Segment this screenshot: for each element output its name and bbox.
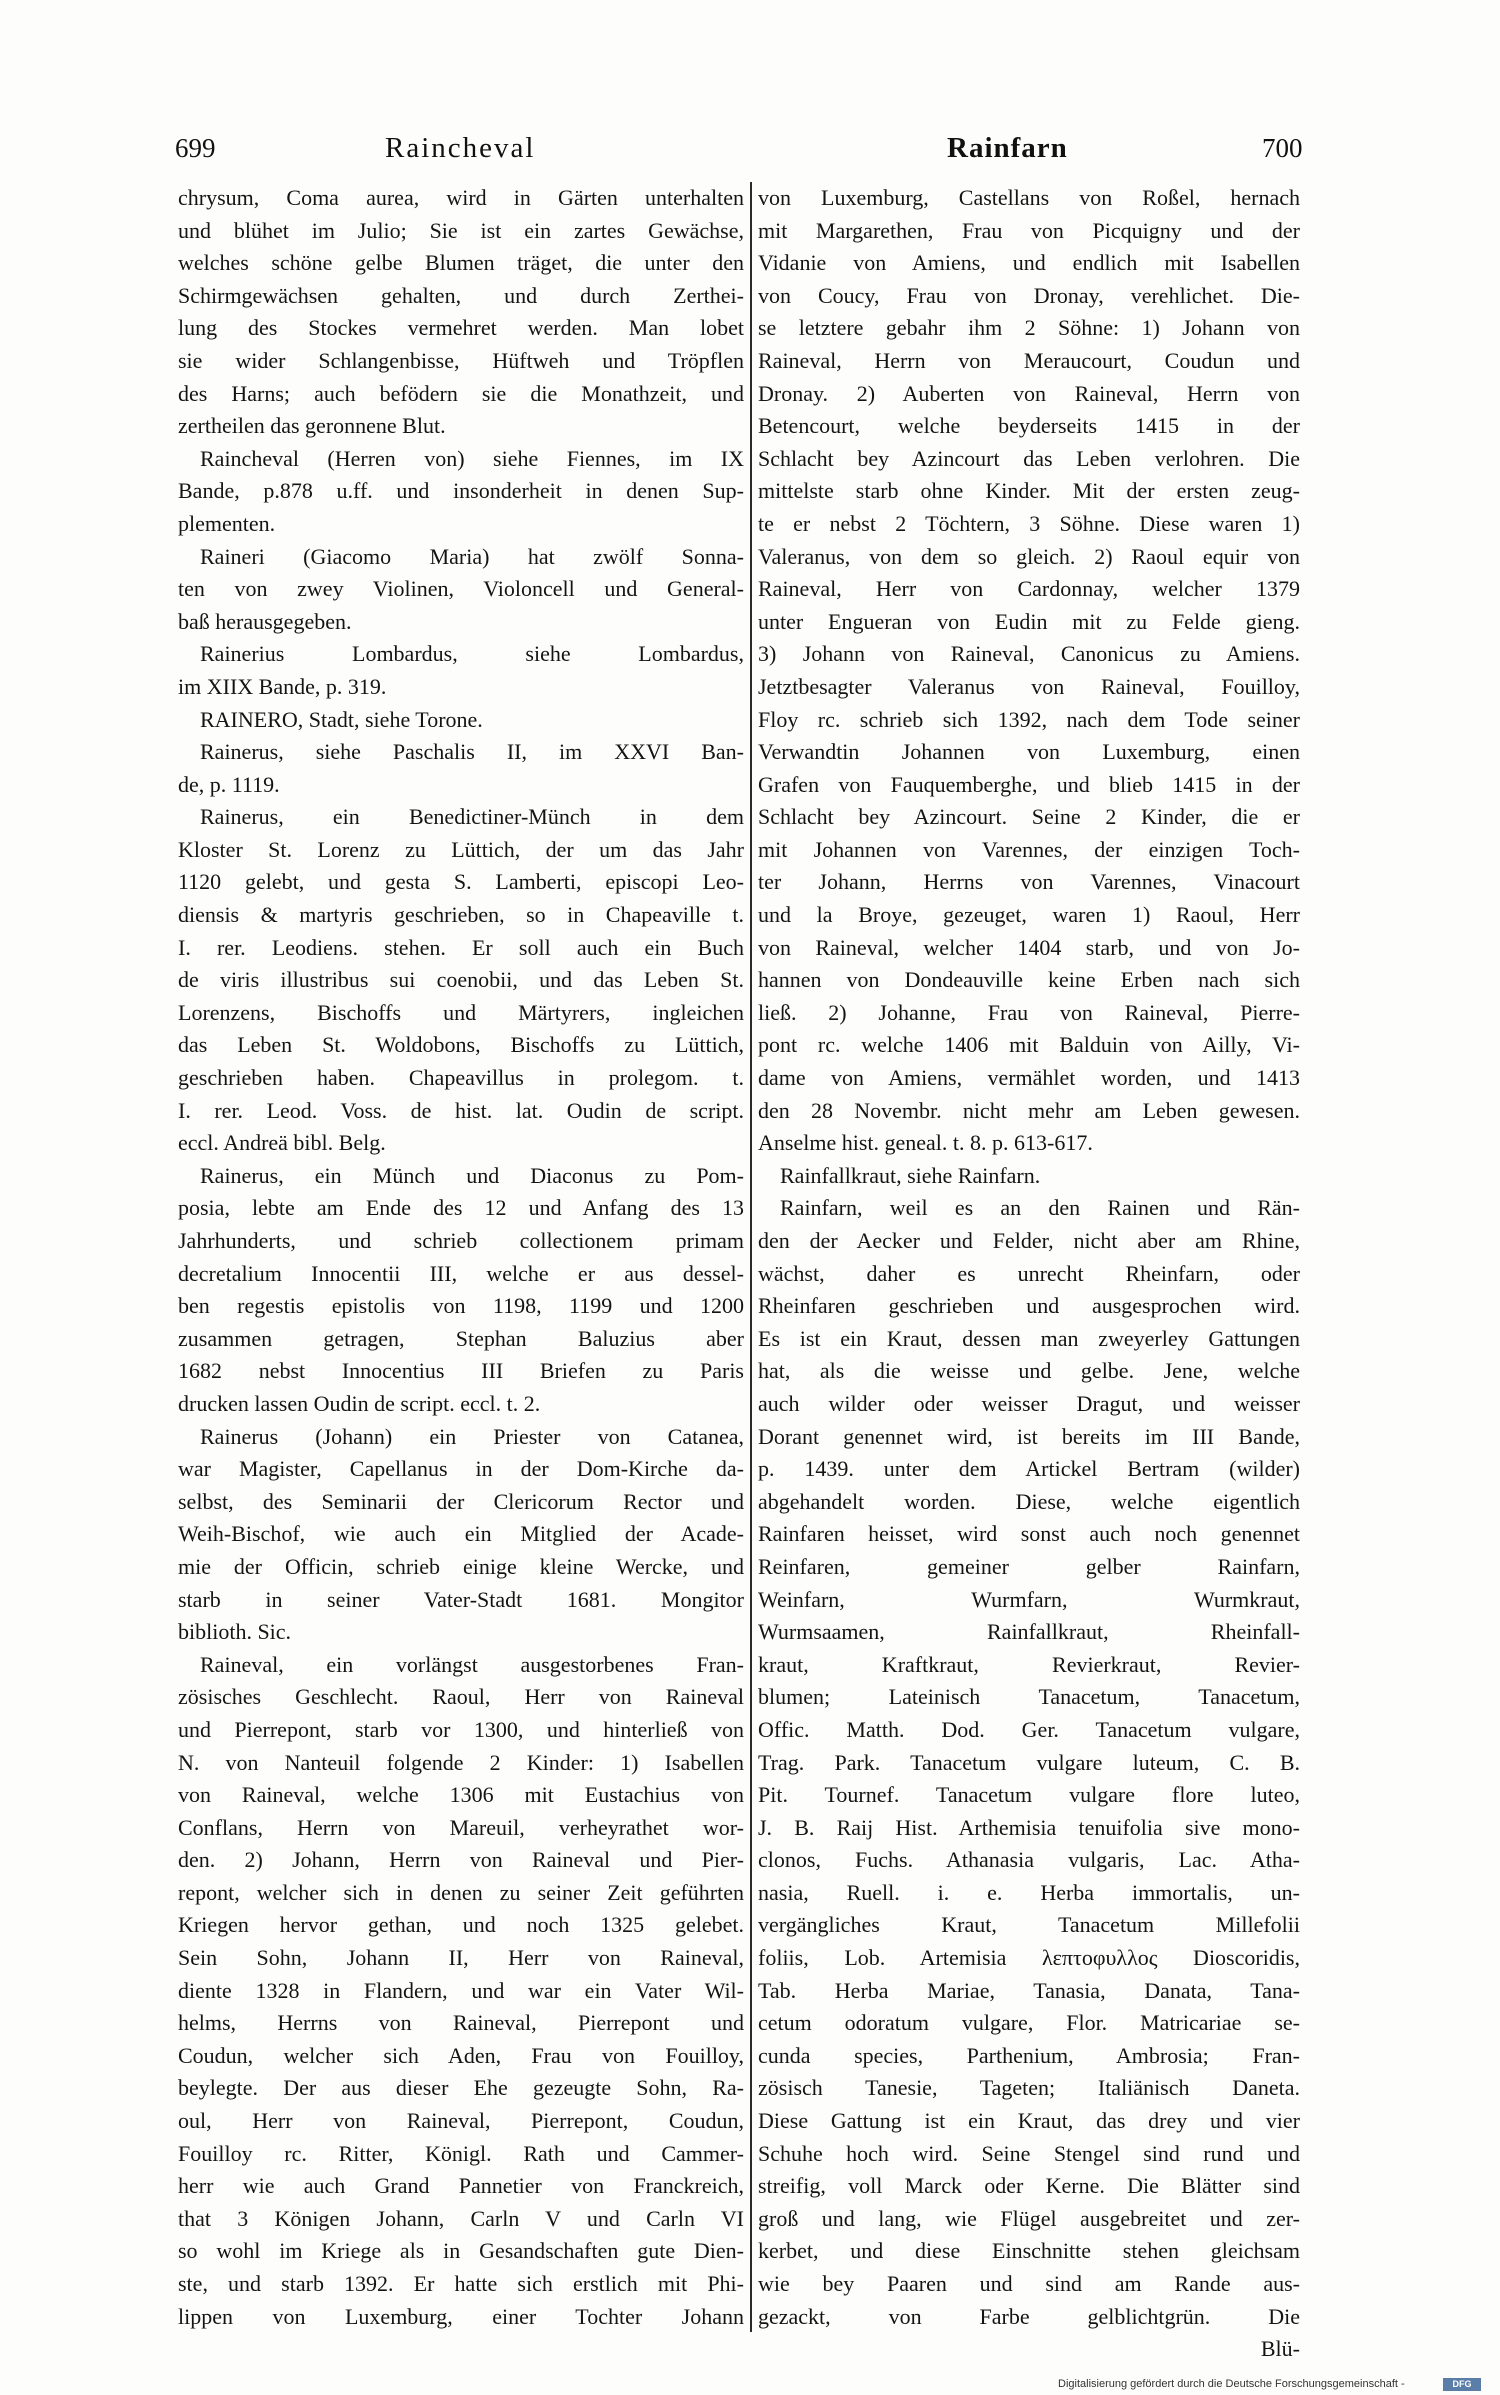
text-line: N. von Nanteuil folgende 2 Kinder: 1) Isabellen <box>178 1749 744 1775</box>
text-line: lippen von Luxemburg, einer Tochter Johann <box>178 2303 744 2329</box>
text-line: im XIIX Bande, p. 319. <box>178 673 387 699</box>
text-line: Weih-Bischof, wie auch ein Mitglied der Acade- <box>178 1521 744 1547</box>
text-line: 1682 nebst Innocentius III Briefen zu Paris <box>178 1358 744 1384</box>
text-line: kerbet, und diese Einschnitte stehen gleichsam <box>758 2238 1300 2264</box>
text-line: so wohl im Kriege als in Gesandschaften gute Dien- <box>178 2238 744 2264</box>
text-line: und blühet im Julio; Sie ist ein zartes Gewächse, <box>178 217 744 243</box>
text-line: war Magister, Capellanus in der Dom-Kirche da- <box>178 1456 744 1482</box>
text-line: de, p. 1119. <box>178 771 280 797</box>
text-line: Rainfallkraut, siehe Rainfarn. <box>780 1162 1041 1188</box>
text-line: auch wilder oder weisser Dragut, und weisser <box>758 1390 1300 1416</box>
text-line: Raineri (Giacomo Maria) hat zwölf Sonna- <box>200 543 744 569</box>
text-line: dame von Amiens, vermählet worden, und 1413 <box>758 1065 1300 1091</box>
text-line: diente 1328 in Flandern, und war ein Vater Wil- <box>178 1977 744 2003</box>
text-line: Kriegen hervor gethan, und noch 1325 gelebet. <box>178 1912 744 1938</box>
text-line: pont rc. welche 1406 mit Balduin von Ailly, Vi- <box>758 1032 1300 1058</box>
text-line: ben regestis epistolis von 1198, 1199 und 1200 <box>178 1293 744 1319</box>
text-line: und Pierrepont, starb vor 1300, und hinterließ von <box>178 1716 744 1742</box>
text-line: se letztere gebahr ihm 2 Söhne: 1) Johann von <box>758 315 1300 341</box>
text-line: wie bey Paaren und sind am Rande aus- <box>758 2271 1300 2296</box>
text-line: Kloster St. Lorenz zu Lüttich, der um das Jahr <box>178 836 744 862</box>
text-line: mit Johannen von Varennes, der einzigen Toch- <box>758 836 1300 862</box>
text-line: Rainerus, ein Münch und Diaconus zu Pom- <box>200 1162 744 1188</box>
text-line: Trag. Park. Tanacetum vulgare luteum, C. B. <box>758 1749 1300 1775</box>
running-head-left: Raincheval <box>385 132 536 164</box>
text-line: RAINERO, Stadt, siehe Torone. <box>200 706 483 732</box>
text-line: Pit. Tournef. Tanacetum vulgare flore luteo, <box>758 1782 1300 1808</box>
text-line: Betencourt, welche beyderseits 1415 in der <box>758 413 1300 439</box>
catchword: Blü- <box>1260 2336 1300 2362</box>
text-line: clonos, Fuchs. Athanasia vulgaris, Lac. Atha- <box>758 1847 1300 1873</box>
text-line: gezackt, von Farbe gelblichtgrün. Die <box>758 2303 1300 2329</box>
digitization-credit: Digitalisierung gefördert durch die Deutsche Forschungsgemeinschaft - <box>1058 2378 1405 2390</box>
text-line: sie wider Schlangenbisse, Hüftweh und Tröpflen <box>178 347 744 373</box>
text-line: Rainerius Lombardus, siehe Lombardus, <box>200 641 744 667</box>
text-line: J. B. Raij Hist. Arthemisia tenuifolia sive mono- <box>758 1814 1300 1840</box>
text-line: Tab. Herba Mariae, Tanasia, Danata, Tana- <box>758 1977 1300 2003</box>
text-line: starb in seiner Vater-Stadt 1681. Mongitor <box>178 1586 744 1612</box>
text-line: mie der Officin, schrieb einige kleine Wercke, und <box>178 1553 744 1579</box>
text-line: Rainerus, siehe Paschalis II, im XXVI Ban- <box>200 739 744 765</box>
text-line: Schlacht bey Azincourt. Seine 2 Kinder, die er <box>758 804 1300 830</box>
text-line: diensis & martyris geschrieben, so in Chapeaville t. <box>178 902 744 928</box>
text-line: blumen; Lateinisch Tanacetum, Tanacetum, <box>758 1684 1300 1710</box>
text-line: Schlacht bey Azincourt das Leben verlohren. Die <box>758 445 1300 471</box>
right-column <box>758 182 1300 2366</box>
text-line: Rainerus (Johann) ein Priester von Catanea, <box>200 1423 744 1449</box>
text-line: posia, lebte am Ende des 12 und Anfang des 13 <box>178 1195 744 1221</box>
column-divider <box>750 182 752 2332</box>
text-line: repont, welcher sich in denen zu seiner Zeit geführten <box>178 1879 744 1905</box>
text-line: Rainfaren heisset, wird sonst auch noch genennet <box>758 1521 1300 1547</box>
text-line: von Coucy, Frau von Dronay, verehlichet. Die- <box>758 282 1300 308</box>
text-line: hat, als die weisse und gelbe. Jene, welche <box>758 1358 1300 1384</box>
text-line: von Raineval, welcher 1404 starb, und von Jo- <box>758 934 1300 960</box>
text-line: des Harns; auch befödern sie die Monathzeit, und <box>178 380 744 406</box>
text-line: foliis, Lob. Artemisia λεπτοφυλλος Dioscoridis, <box>758 1945 1300 1971</box>
text-line: hannen von Dondeauville keine Erben nach sich <box>758 967 1300 993</box>
text-line: ter Johann, Herrns von Varennes, Vinacourt <box>758 869 1300 895</box>
text-line: abgehandelt worden. Diese, welche eigentlich <box>758 1488 1300 1514</box>
text-line: Fouilloy rc. Ritter, Königl. Rath und Cammer- <box>178 2140 744 2166</box>
text-line: Diese Gattung ist ein Kraut, das drey und vier <box>758 2108 1300 2134</box>
text-line: wächst, daher es unrecht Rheinfarn, oder <box>758 1260 1300 1286</box>
text-line: Anselme hist. geneal. t. 8. p. 613-617. <box>758 1130 1093 1156</box>
text-line: Jetztbesagter Valeranus von Raineval, Fouilloy, <box>758 673 1300 699</box>
text-line: Schirmgewächsen gehalten, und durch Zerthei- <box>178 282 744 308</box>
text-line: Schuhe hoch wird. Seine Stengel sind rund und <box>758 2140 1300 2166</box>
left-column <box>178 182 744 2333</box>
text-line: streifig, voll Marck oder Kerne. Die Blätter sind <box>758 2173 1300 2199</box>
text-line: p. 1439. unter dem Artickel Bertram (wilder) <box>758 1456 1300 1482</box>
text-line: nasia, Ruell. i. e. Herba immortalis, un- <box>758 1879 1300 1905</box>
text-line: Bande, p.878 u.ff. und insonderheit in denen Sup- <box>178 478 744 504</box>
text-line: kraut, Kraftkraut, Revierkraut, Revier- <box>758 1651 1300 1677</box>
text-line: von Luxemburg, Castellans von Roßel, hernach <box>758 185 1300 210</box>
text-line: Raineval, Herrn von Meraucourt, Coudun und <box>758 347 1300 373</box>
text-line: herr wie auch Grand Pannetier von Franckreich, <box>178 2173 744 2199</box>
text-line: eccl. Andreä bibl. Belg. <box>178 1130 386 1156</box>
text-line: plementen. <box>178 510 276 536</box>
text-line: Wurmsaamen, Rainfallkraut, Rheinfall- <box>758 1619 1300 1645</box>
text-line: Verwandtin Johannen von Luxemburg, einen <box>758 739 1300 765</box>
text-line: zertheilen das geronnene Blut. <box>178 413 446 439</box>
text-line: Dorant genennet wird, ist bereits im III Bande, <box>758 1423 1300 1449</box>
text-line: welches schöne gelbe Blumen träget, die unter den <box>178 250 744 276</box>
text-line: decretalium Innocentii III, welche er aus dessel- <box>178 1260 744 1286</box>
text-line: Rainfarn, weil es an den Rainen und Rän- <box>780 1195 1300 1221</box>
text-line: von Raineval, welche 1306 mit Eustachius von <box>178 1782 744 1808</box>
running-head-right: Rainfarn <box>947 132 1068 164</box>
text-line: oul, Herr von Raineval, Pierrepont, Coudun, <box>178 2108 744 2134</box>
text-line: zösisches Geschlecht. Raoul, Herr von Raineval <box>178 1684 744 1710</box>
text-line: Conflans, Herrn von Mareuil, verheyrathet wor- <box>178 1814 744 1840</box>
page-number-right: 700 <box>1262 133 1303 163</box>
text-line: helms, Herrns von Raineval, Pierrepont und <box>178 2010 744 2036</box>
text-line: Jahrhunderts, und schrieb collectionem primam <box>178 1228 744 1253</box>
text-line: ste, und starb 1392. Er hatte sich erstlich mit Phi- <box>178 2271 744 2296</box>
text-line: mit Margarethen, Frau von Picquigny und der <box>758 217 1300 243</box>
text-line: zösisch Tanesie, Tageten; Italiänisch Daneta. <box>758 2075 1300 2101</box>
text-line: und la Broye, gezeuget, waren 1) Raoul, Herr <box>758 902 1300 928</box>
text-line: Raineval, ein vorlängst ausgestorbenes Fran- <box>200 1651 744 1677</box>
text-line: I. rer. Leodiens. stehen. Er soll auch ein Buch <box>178 934 744 960</box>
text-line: Lorenzens, Bischoffs und Märtyrers, ingleichen <box>178 999 744 1025</box>
text-line: ten von zwey Violinen, Violoncell und General- <box>178 576 744 602</box>
text-line: I. rer. Leod. Voss. de hist. lat. Oudin de script. <box>178 1097 744 1123</box>
text-line: Offic. Matth. Dod. Ger. Tanacetum vulgare, <box>758 1716 1300 1742</box>
text-line: Weinfarn, Wurmfarn, Wurmkraut, <box>758 1586 1300 1612</box>
text-line: that 3 Königen Johann, Carln V und Carln VI <box>178 2205 744 2231</box>
text-line: chrysum, Coma aurea, wird in Gärten unterhalten <box>178 185 744 210</box>
page-number-left: 699 <box>175 133 216 163</box>
text-line: Raineval, Herr von Cardonnay, welcher 1379 <box>758 576 1300 602</box>
text-line: beylegte. Der aus dieser Ehe gezeugte Sohn, Ra- <box>178 2075 744 2101</box>
text-line: unter Engueran von Eudin mit zu Felde gieng. <box>758 608 1300 634</box>
text-line: te er nebst 2 Töchtern, 3 Söhne. Diese waren 1) <box>758 510 1300 536</box>
text-line: Rainerus, ein Benedictiner-Münch in dem <box>200 804 744 830</box>
text-line: Coudun, welcher sich Aden, Frau von Fouilloy, <box>178 2042 744 2068</box>
text-line: zusammen getragen, Stephan Baluzius aber <box>178 1325 744 1351</box>
text-line: Rheinfaren geschrieben und ausgesprochen wird. <box>758 1293 1300 1319</box>
text-line: Vidanie von Amiens, und endlich mit Isabellen <box>758 250 1300 276</box>
text-line: drucken lassen Oudin de script. eccl. t. 2. <box>178 1390 541 1416</box>
dfg-logo: DFG <box>1443 2378 1481 2391</box>
text-line: baß herausgegeben. <box>178 608 352 634</box>
text-line: Sein Sohn, Johann II, Herr von Raineval, <box>178 1945 744 1971</box>
text-line: Reinfaren, gemeiner gelber Rainfarn, <box>758 1553 1300 1579</box>
text-line: den. 2) Johann, Herrn von Raineval und Pier- <box>178 1847 744 1873</box>
text-line: lung des Stockes vermehret werden. Man lobet <box>178 315 744 341</box>
text-line: Es ist ein Kraut, dessen man zweyerley Gattungen <box>758 1325 1300 1351</box>
text-line: den 28 Novembr. nicht mehr am Leben gewesen. <box>758 1097 1300 1123</box>
text-line: Raincheval (Herren von) siehe Fiennes, im IX <box>200 445 744 471</box>
text-line: das Leben St. Woldobons, Bischoffs zu Lüttich, <box>178 1032 744 1058</box>
text-line: cunda species, Parthenium, Ambrosia; Fran- <box>758 2042 1300 2068</box>
text-line: de viris illustribus sui coenobii, und das Leben St. <box>178 967 744 993</box>
text-line: Floy rc. schrieb sich 1392, nach dem Tode seiner <box>758 706 1300 732</box>
text-line: mittelste starb ohne Kinder. Mit der ersten zeug- <box>758 478 1300 504</box>
text-line: geschrieben haben. Chapeavillus in prolegom. t. <box>178 1065 744 1091</box>
text-line: cetum odoratum vulgare, Flor. Matricariae se- <box>758 2010 1300 2036</box>
text-line: Valeranus, von dem so gleich. 2) Raoul equir von <box>758 543 1300 569</box>
text-line: groß und lang, wie Flügel ausgebreitet und zer- <box>758 2205 1300 2231</box>
text-line: selbst, des Seminarii der Clericorum Rector und <box>178 1488 744 1514</box>
text-line: 1120 gelebt, und gesta S. Lamberti, episcopi Leo- <box>178 869 744 895</box>
text-line: vergängliches Kraut, Tanacetum Millefolii <box>758 1912 1300 1938</box>
text-line: 3) Johann von Raineval, Canonicus zu Amiens. <box>758 641 1300 667</box>
text-line: biblioth. Sic. <box>178 1619 292 1645</box>
text-line: Grafen von Fauquemberghe, und blieb 1415 in der <box>758 771 1300 797</box>
text-line: ließ. 2) Johanne, Frau von Raineval, Pierre- <box>758 999 1300 1025</box>
text-line: Dronay. 2) Auberten von Raineval, Herrn von <box>758 380 1300 406</box>
text-line: den der Aecker und Felder, nicht aber am Rhine, <box>758 1228 1300 1253</box>
